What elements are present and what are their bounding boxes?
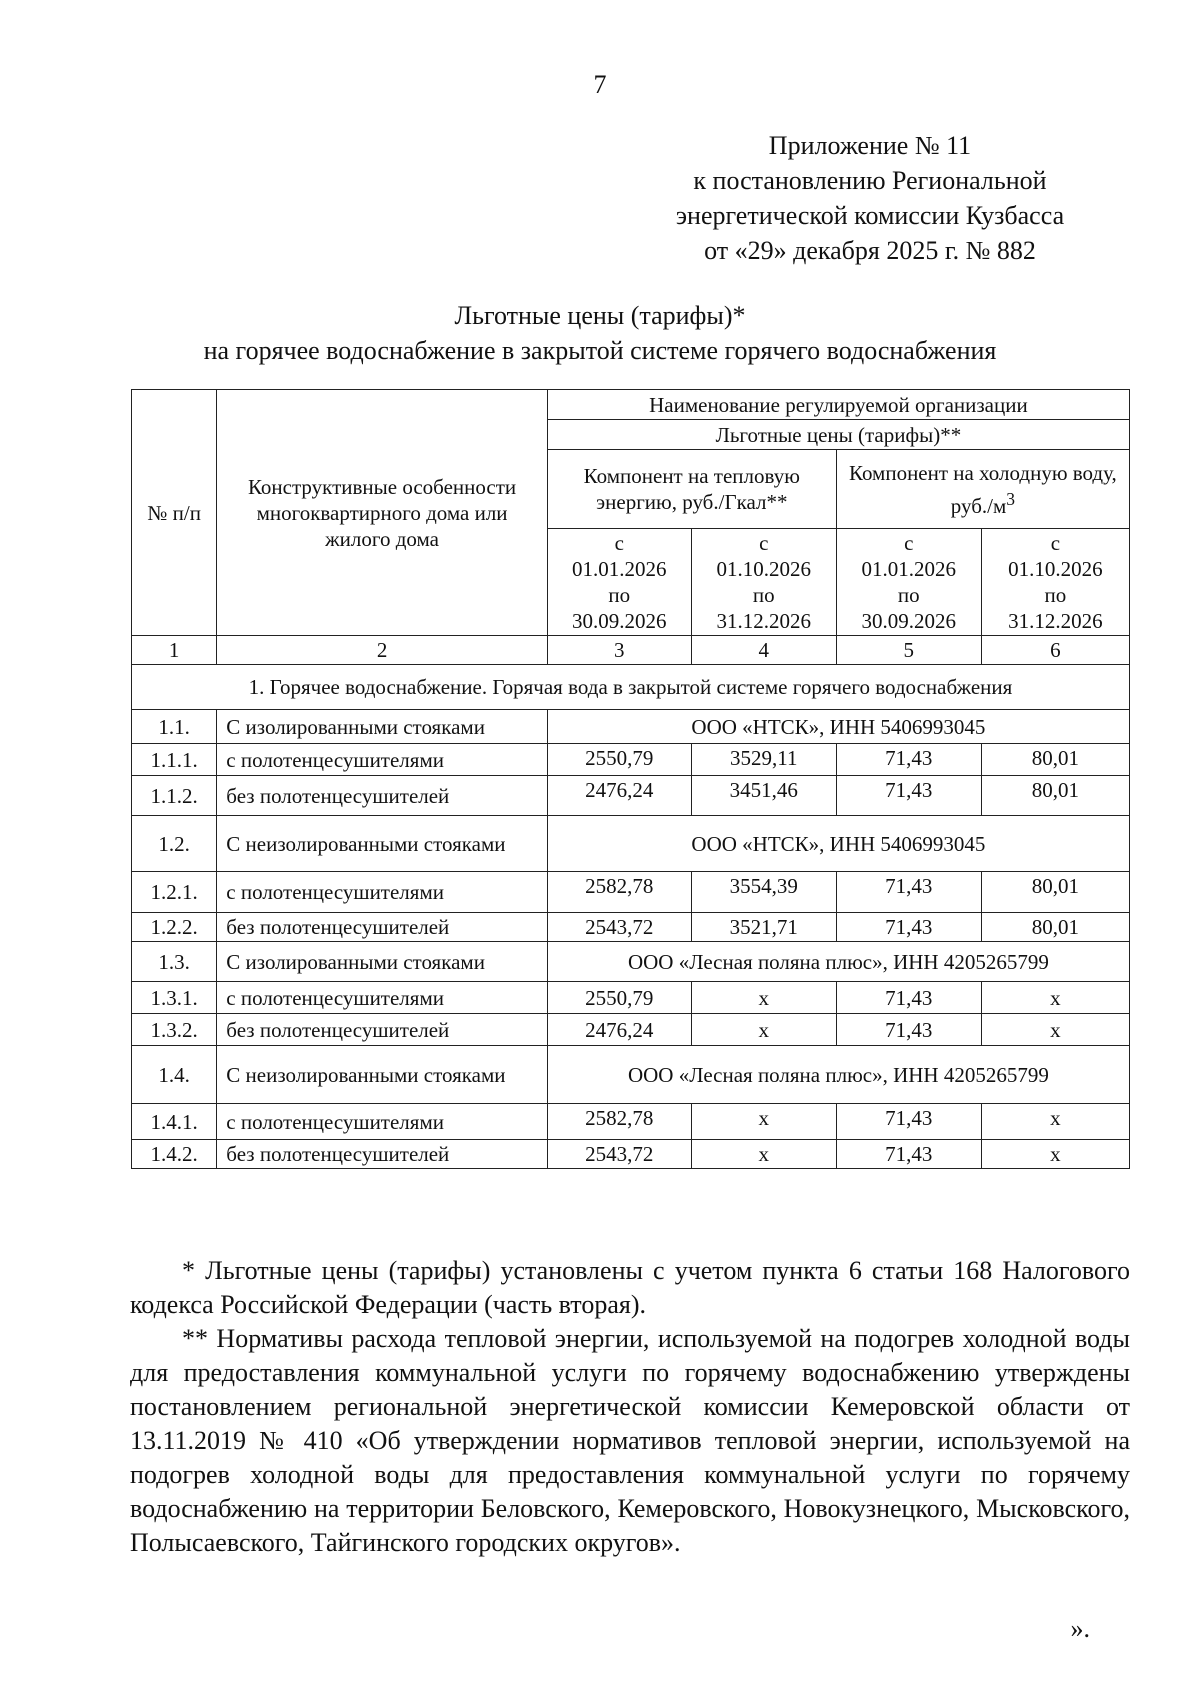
- value-cell: х: [691, 1104, 836, 1140]
- value-cell: 2582,78: [547, 1104, 691, 1140]
- value-cell: 3529,11: [691, 744, 836, 776]
- column-number: 5: [836, 636, 981, 665]
- value-cell: 80,01: [981, 872, 1129, 913]
- group-label: С изолированными стояками: [217, 710, 548, 744]
- document-title: [60, 298, 1140, 368]
- group-organization: ООО «НТСК», ИНН 5406993045: [547, 816, 1129, 872]
- title-line: Льготные цены (тарифы)*: [454, 301, 746, 330]
- value-cell: 80,01: [981, 913, 1129, 942]
- value-cell: 2550,79: [547, 744, 691, 776]
- period-cell: с 01.01.2026 по 30.09.2026: [547, 529, 691, 636]
- row-number: 1.2.2.: [132, 913, 217, 942]
- header-number: № п/п: [132, 390, 217, 636]
- group-label: С неизолированными стояками: [217, 1046, 548, 1104]
- row-number: 1.3.2.: [132, 1014, 217, 1046]
- value-cell: 80,01: [981, 744, 1129, 776]
- column-number: 2: [217, 636, 548, 665]
- group-organization: ООО «НТСК», ИНН 5406993045: [547, 710, 1129, 744]
- header-tariffs: Льготные цены (тарифы)**: [547, 420, 1129, 450]
- row-label: без полотенцесушителей: [217, 1014, 548, 1046]
- footnotes: [130, 1254, 1130, 1560]
- header-organization: Наименование регулируемой организации: [547, 390, 1129, 420]
- row-number: 1.4.2.: [132, 1140, 217, 1169]
- value-cell: 71,43: [836, 1104, 981, 1140]
- header-features: Конструктивные особенности многоквартирного дома или жилого дома: [217, 390, 548, 636]
- column-number: 1: [132, 636, 217, 665]
- value-cell: 2476,24: [547, 776, 691, 816]
- value-cell: 3521,71: [691, 913, 836, 942]
- column-number: 6: [981, 636, 1129, 665]
- appendix-header: [660, 128, 1080, 268]
- value-cell: х: [691, 1014, 836, 1046]
- value-cell: х: [691, 982, 836, 1014]
- value-cell: 2582,78: [547, 872, 691, 913]
- period-cell: с 01.10.2026 по 31.12.2026: [981, 529, 1129, 636]
- value-cell: 2550,79: [547, 982, 691, 1014]
- column-number: 3: [547, 636, 691, 665]
- row-number: 1.2.1.: [132, 872, 217, 913]
- value-cell: 71,43: [836, 982, 981, 1014]
- page-number: 7: [593, 70, 607, 99]
- value-cell: 71,43: [836, 744, 981, 776]
- group-label: С неизолированными стояками: [217, 816, 548, 872]
- row-label: без полотенцесушителей: [217, 913, 548, 942]
- tariff-table: [131, 389, 1130, 1169]
- value-cell: х: [981, 982, 1129, 1014]
- group-number: 1.4.: [132, 1046, 217, 1104]
- period-cell: с 01.10.2026 по 31.12.2026: [691, 529, 836, 636]
- value-cell: 2476,24: [547, 1014, 691, 1046]
- value-cell: х: [981, 1140, 1129, 1169]
- row-number: 1.1.2.: [132, 776, 217, 816]
- column-number: 4: [691, 636, 836, 665]
- value-cell: 3554,39: [691, 872, 836, 913]
- group-number: 1.1.: [132, 710, 217, 744]
- row-label: с полотенцесушителями: [217, 982, 548, 1014]
- value-cell: 71,43: [836, 1014, 981, 1046]
- group-organization: ООО «Лесная поляна плюс», ИНН 4205265799: [547, 1046, 1129, 1104]
- row-label: с полотенцесушителями: [217, 1104, 548, 1140]
- section-heading: 1. Горячее водоснабжение. Горячая вода в закрытой системе горячего водоснабжения: [132, 665, 1130, 710]
- value-cell: 80,01: [981, 776, 1129, 816]
- group-label: С изолированными стояками: [217, 942, 548, 982]
- appendix-line: от «29» декабря 2025 г. № 882: [704, 236, 1036, 265]
- row-number: 1.4.1.: [132, 1104, 217, 1140]
- row-label: с полотенцесушителями: [217, 744, 548, 776]
- row-label: без полотенцесушителей: [217, 776, 548, 816]
- title-line: на горячее водоснабжение в закрытой системе горячего водоснабжения: [203, 336, 997, 365]
- value-cell: х: [691, 1140, 836, 1169]
- appendix-line: к постановлению Региональной: [693, 166, 1047, 195]
- value-cell: 71,43: [836, 1140, 981, 1169]
- appendix-line: энергетической комиссии Кузбасса: [675, 201, 1065, 230]
- header-cold-component: [836, 450, 1129, 529]
- cold-component-superscript: 3: [1006, 488, 1016, 509]
- cold-component-text: Компонент на холодную воду, руб./м: [848, 460, 1117, 518]
- row-label: без полотенцесушителей: [217, 1140, 548, 1169]
- group-organization: ООО «Лесная поляна плюс», ИНН 4205265799: [547, 942, 1129, 982]
- footnote-1: * Льготные цены (тарифы) установлены с учетом пункта 6 статьи 168 Налогового кодекса Российской Федерации (часть вторая).: [130, 1256, 1130, 1319]
- row-label: с полотенцесушителями: [217, 872, 548, 913]
- appendix-line: Приложение № 11: [768, 131, 972, 160]
- value-cell: 3451,46: [691, 776, 836, 816]
- footnote-2: ** Нормативы расхода тепловой энергии, используемой на подогрев холодной воды для предоставления коммунальной услуги по горячему водоснабжению утверждены постановлением региональной энергетической комиссии Кемеровской области от 13.11.2019 № 410 «Об утверждении нормативов тепловой энергии, используемой на подогрев холодной воды для предоставления коммунальной услуги по горячему водоснабжению на территории Беловского, Кемеровского, Новокузнецкого, Мысковского, Полысаевского, Тайгинского городских округов».: [130, 1324, 1130, 1557]
- group-number: 1.3.: [132, 942, 217, 982]
- value-cell: 71,43: [836, 776, 981, 816]
- value-cell: х: [981, 1104, 1129, 1140]
- value-cell: 71,43: [836, 913, 981, 942]
- header-thermal-component: Компонент на тепловую энергию, руб./Гкал**: [547, 450, 836, 529]
- value-cell: 2543,72: [547, 1140, 691, 1169]
- closing-quote: ».: [1070, 1614, 1090, 1643]
- value-cell: х: [981, 1014, 1129, 1046]
- period-cell: с 01.01.2026 по 30.09.2026: [836, 529, 981, 636]
- row-number: 1.1.1.: [132, 744, 217, 776]
- row-number: 1.3.1.: [132, 982, 217, 1014]
- group-number: 1.2.: [132, 816, 217, 872]
- value-cell: 71,43: [836, 872, 981, 913]
- value-cell: 2543,72: [547, 913, 691, 942]
